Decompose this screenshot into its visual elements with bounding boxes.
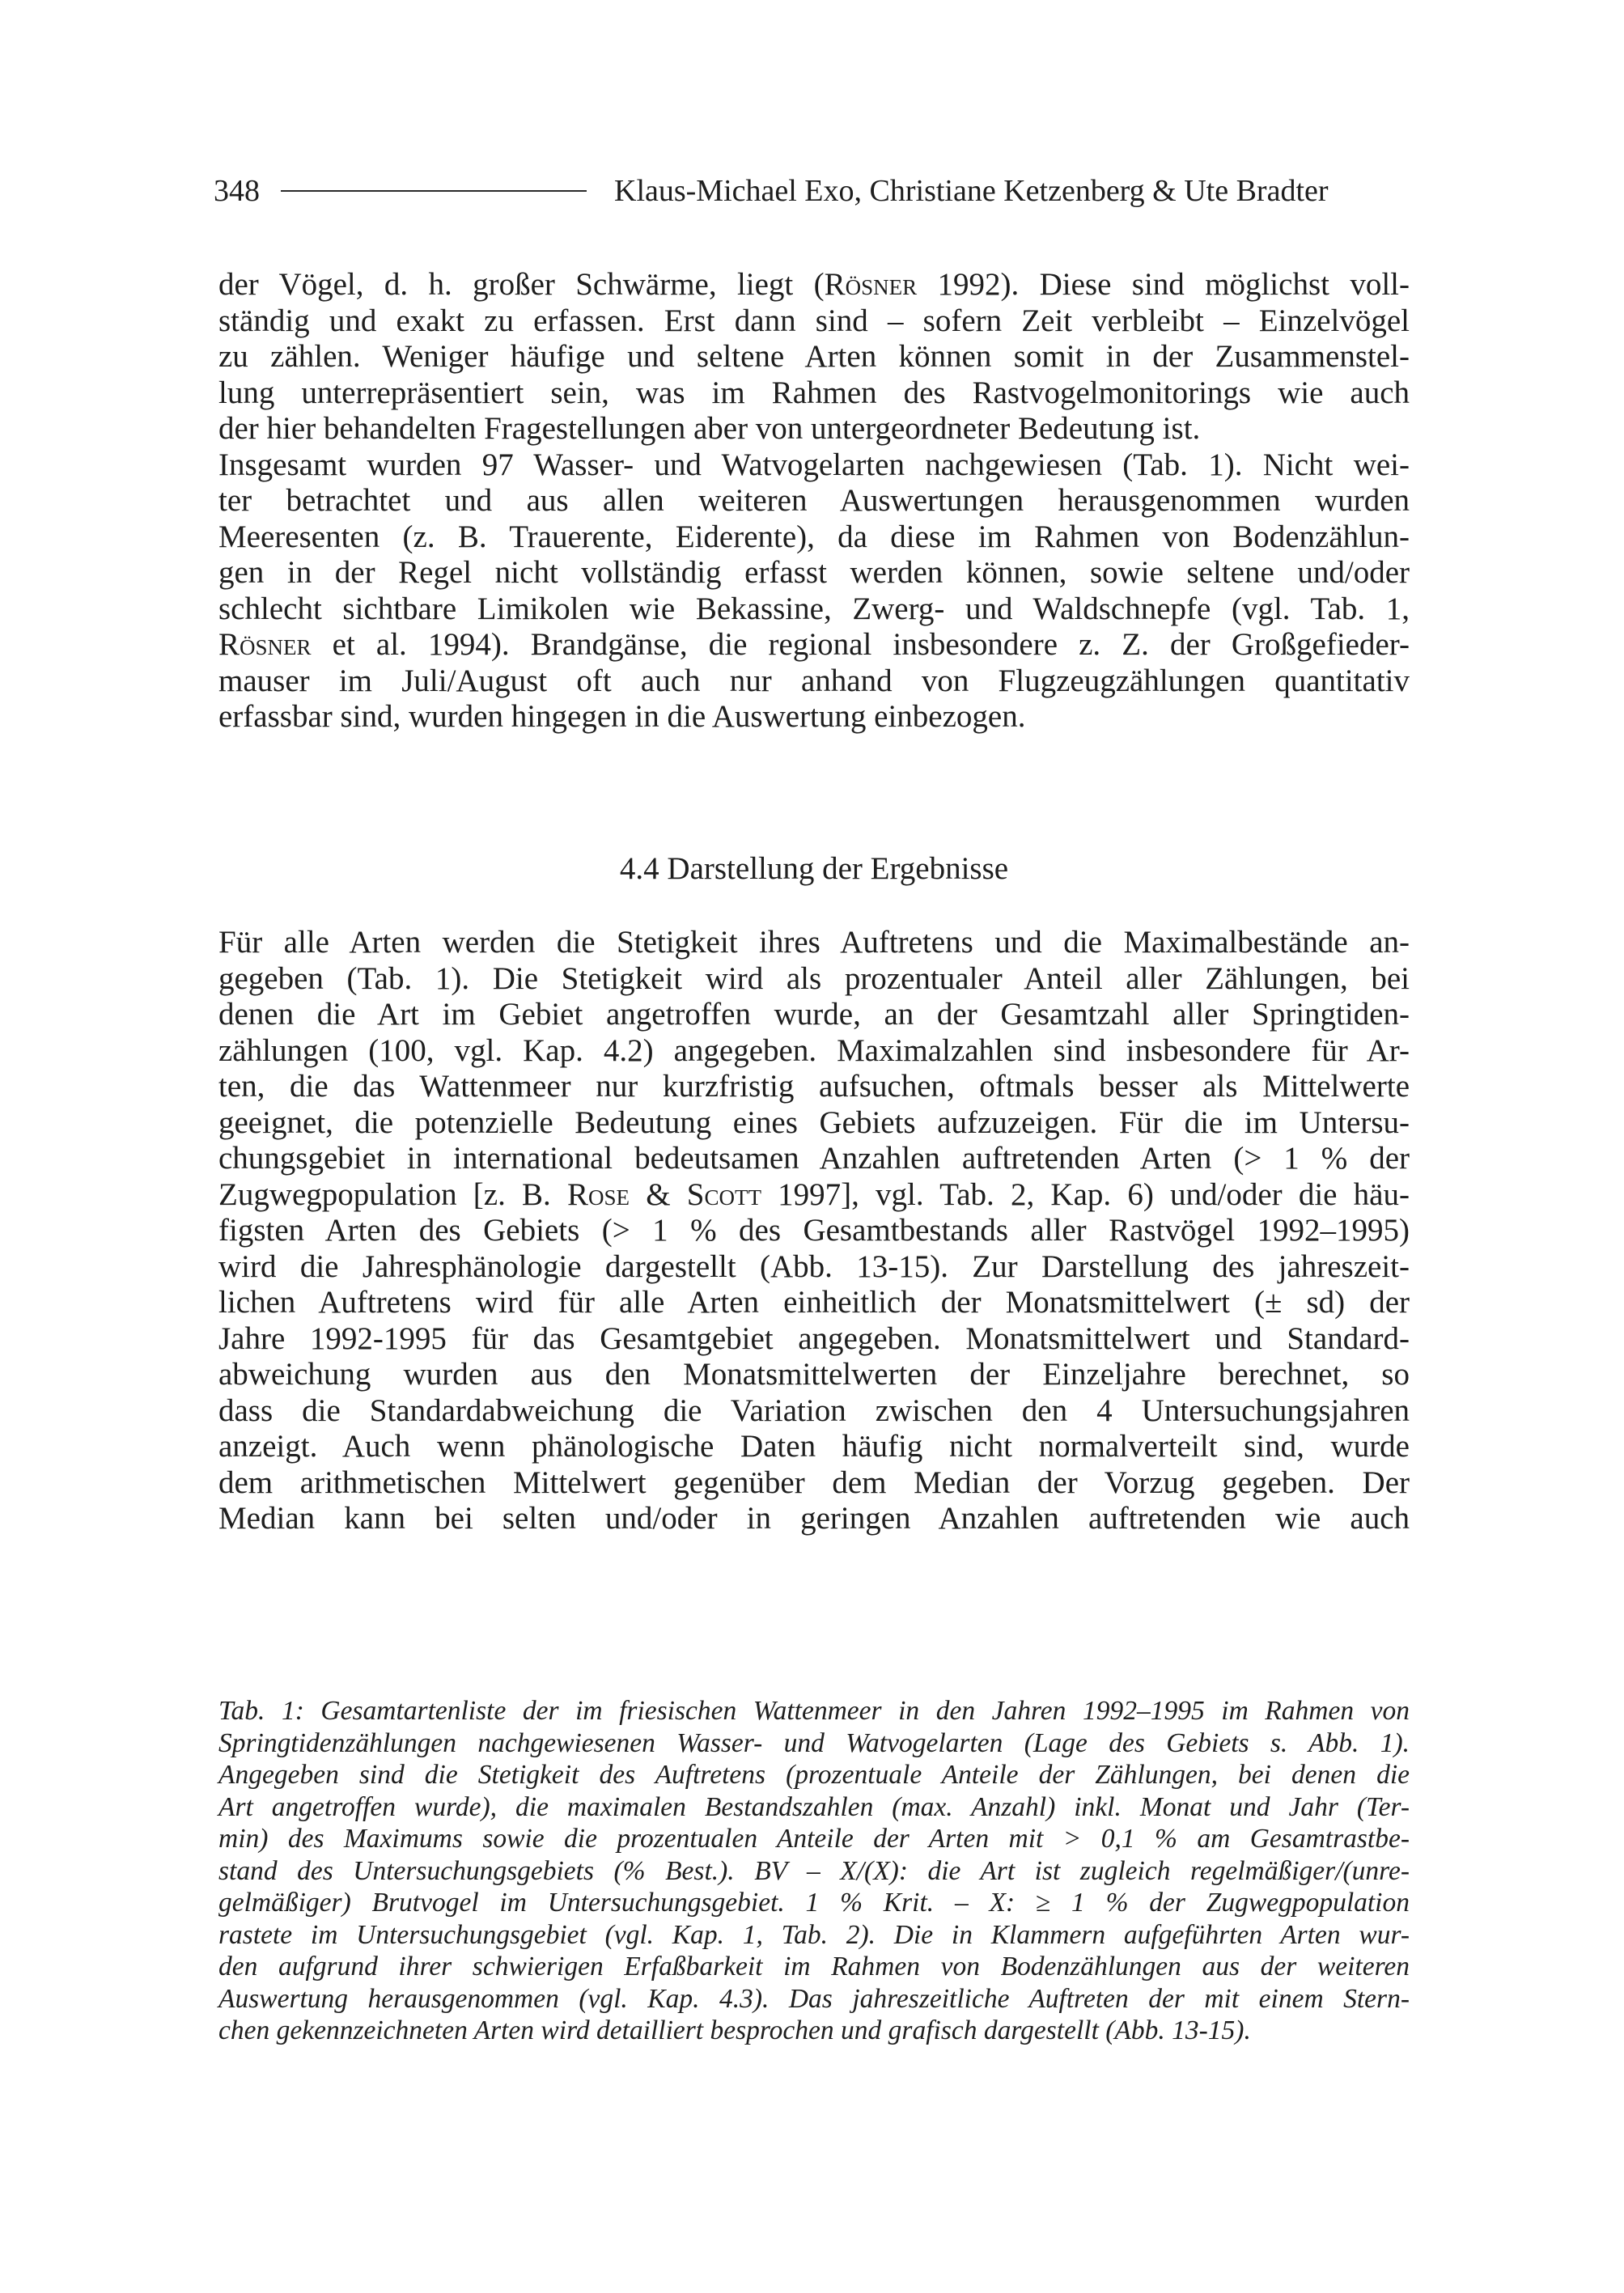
text-line: erfassbar sind, wurden hingegen in die Auswertung einbezogen. bbox=[218, 699, 1026, 734]
text-line: zählungen (100, vgl. Kap. 4.2) angegeben. Maximalzahlen sind insbesondere für Ar- bbox=[218, 1032, 1410, 1068]
caption-line: min) des Maximums sowie die prozentualen Anteile der Arten mit > 0,1 % am Gesamtrastbe- bbox=[218, 1824, 1410, 1854]
text-line: gegeben (Tab. 1). Die Stetigkeit wird als prozentualer Anteil aller Zählungen, bei bbox=[218, 960, 1410, 996]
author-name: Rose bbox=[567, 1176, 630, 1212]
text-line: Zugwegpopulation [z. B. Rose & Scott 1997], vgl. Tab. 2, Kap. 6) und/oder die häu- bbox=[218, 1176, 1410, 1212]
text-line: ter betrachtet und aus allen weiteren Auswertungen herausgenommen wurden bbox=[218, 483, 1410, 518]
text-line: Meeresenten (z. B. Trauerente, Eiderente), da diese im Rahmen von Bodenzählun- bbox=[218, 519, 1410, 554]
text-line: ständig und exakt zu erfassen. Erst dann sind – sofern Zeit verbleibt – Einzelvögel bbox=[218, 303, 1410, 338]
text-line: Rösner et al. 1994). Brandgänse, die regional insbesondere z. Z. der Großgefieder- bbox=[218, 627, 1410, 662]
text-line: figsten Arten des Gebiets (> 1 % des Gesamtbestands aller Rastvögel 1992–1995) bbox=[218, 1213, 1410, 1248]
author-name: Rösner bbox=[218, 627, 312, 662]
caption-line: Auswertung herausgenommen (vgl. Kap. 4.3). Das jahreszeitliche Auftreten der mit einem Stern- bbox=[218, 1983, 1410, 2014]
caption-line: Angegeben sind die Stetigkeit des Auftretens (prozentuale Anteile der Zählungen, bei denen die bbox=[218, 1760, 1410, 1790]
text-line: gen in der Regel nicht vollständig erfasst werden können, sowie seltene und/oder bbox=[218, 555, 1410, 590]
text-line: Median kann bei selten und/oder in geringen Anzahlen auftretenden wie auch bbox=[218, 1501, 1410, 1536]
text-line: der Vögel, d. h. großer Schwärme, liegt (Rösner 1992). Diese sind möglichst voll- bbox=[218, 267, 1410, 302]
caption-line: rastete im Untersuchungsgebiet (vgl. Kap. 1, Tab. 2). Die in Klammern aufgeführten Arten wur- bbox=[218, 1919, 1410, 1950]
text-line: abweichung wurden aus den Monatsmittelwerten der Einzeljahre berechnet, so bbox=[218, 1357, 1410, 1392]
header-authors: Klaus-Michael Exo, Christiane Ketzenberg & Ute Bradter bbox=[614, 174, 1329, 208]
text-line: wird die Jahresphänologie dargestellt (Abb. 13-15). Zur Darstellung des jahreszeit- bbox=[218, 1248, 1410, 1284]
text-line: der hier behandelten Fragestellungen aber von untergeordneter Bedeutung ist. bbox=[218, 411, 1201, 446]
caption-line: den aufgrund ihrer schwierigen Erfaßbarkeit im Rahmen von Bodenzählungen aus der weiteren bbox=[218, 1952, 1410, 1981]
text-line: dass die Standardabweichung die Variation zwischen den 4 Untersuchungsjahren bbox=[218, 1392, 1410, 1428]
text-line: Für alle Arten werden die Stetigkeit ihres Auftretens und die Maximalbestände an- bbox=[218, 925, 1410, 960]
text-line: Jahre 1992-1995 für das Gesamtgebiet angegeben. Monatsmittelwert und Standard- bbox=[218, 1320, 1410, 1356]
text-line: lichen Auftretens wird für alle Arten einheitlich der Monatsmittelwert (± sd) der bbox=[218, 1285, 1410, 1320]
author-name: Rösner bbox=[824, 267, 918, 302]
text-line: lung unterrepräsentiert sein, was im Rahmen des Rastvogelmonitorings wie auch bbox=[218, 375, 1410, 410]
running-header bbox=[214, 167, 1408, 215]
caption-line: Tab. 1: Gesamtartenliste der im friesischen Wattenmeer in den Jahren 1992–1995 im Rahmen von bbox=[218, 1696, 1410, 1726]
text-line: Insgesamt wurden 97 Wasser- und Watvogelarten nachgewiesen (Tab. 1). Nicht wei- bbox=[218, 447, 1410, 482]
text-line: chungsgebiet in international bedeutsamen Anzahlen auftretenden Arten (> 1 % der bbox=[218, 1141, 1410, 1176]
body-text-section1 bbox=[218, 267, 1410, 735]
caption-line: gelmäßiger) Brutvogel im Untersuchungsgebiet. 1 % Krit. – X: ≥ 1 % der Zugwegpopulation bbox=[218, 1888, 1410, 1918]
caption-line: Art angetroffen wurde), die maximalen Bestandszahlen (max. Anzahl) inkl. Monat und Jahr (Ter- bbox=[218, 1791, 1410, 1822]
text-line: geeignet, die potenzielle Bedeutung eines Gebiets aufzuzeigen. Für die im Untersu- bbox=[218, 1104, 1410, 1140]
caption-line: stand des Untersuchungsgebiets (% Best.). BV – X/(X): die Art ist zugleich regelmäßiger/(unre- bbox=[218, 1855, 1410, 1886]
section-heading: 4.4 Darstellung der Ergebnisse bbox=[619, 851, 1009, 886]
page-number: 348 bbox=[214, 174, 260, 208]
text-line: dem arithmetischen Mittelwert gegenüber dem Median der Vorzug gegeben. Der bbox=[218, 1464, 1410, 1500]
text-line: schlecht sichtbare Limikolen wie Bekassine, Zwerg- und Waldschnepfe (vgl. Tab. 1, bbox=[218, 591, 1410, 626]
text-line: ten, die das Wattenmeer nur kurzfristig aufsuchen, oftmals besser als Mittelwerte bbox=[218, 1069, 1410, 1104]
text-line: denen die Art im Gebiet angetroffen wurde, an der Gesamtzahl aller Springtiden- bbox=[218, 997, 1410, 1032]
text-line: anzeigt. Auch wenn phänologische Daten häufig nicht normalverteilt sind, wurde bbox=[218, 1429, 1410, 1464]
text-line: zu zählen. Weniger häufige und seltene Arten können somit in der Zusammenstel- bbox=[218, 339, 1410, 374]
caption-line: Springtidenzählungen nachgewiesenen Wasser- und Watvogelarten (Lage des Gebiets s. Abb. 1). bbox=[218, 1727, 1410, 1758]
header-rule bbox=[281, 190, 587, 192]
caption-line: chen gekennzeichneten Arten wird detailliert besprochen und grafisch dargestellt (Abb. 13-15). bbox=[218, 2015, 1251, 2045]
table-caption bbox=[218, 1695, 1410, 2047]
body-text-section2 bbox=[218, 925, 1410, 1537]
text-line: mauser im Juli/August oft auch nur anhand von Flugzeugzählungen quantitativ bbox=[218, 663, 1410, 698]
author-name: Scott bbox=[686, 1176, 761, 1212]
